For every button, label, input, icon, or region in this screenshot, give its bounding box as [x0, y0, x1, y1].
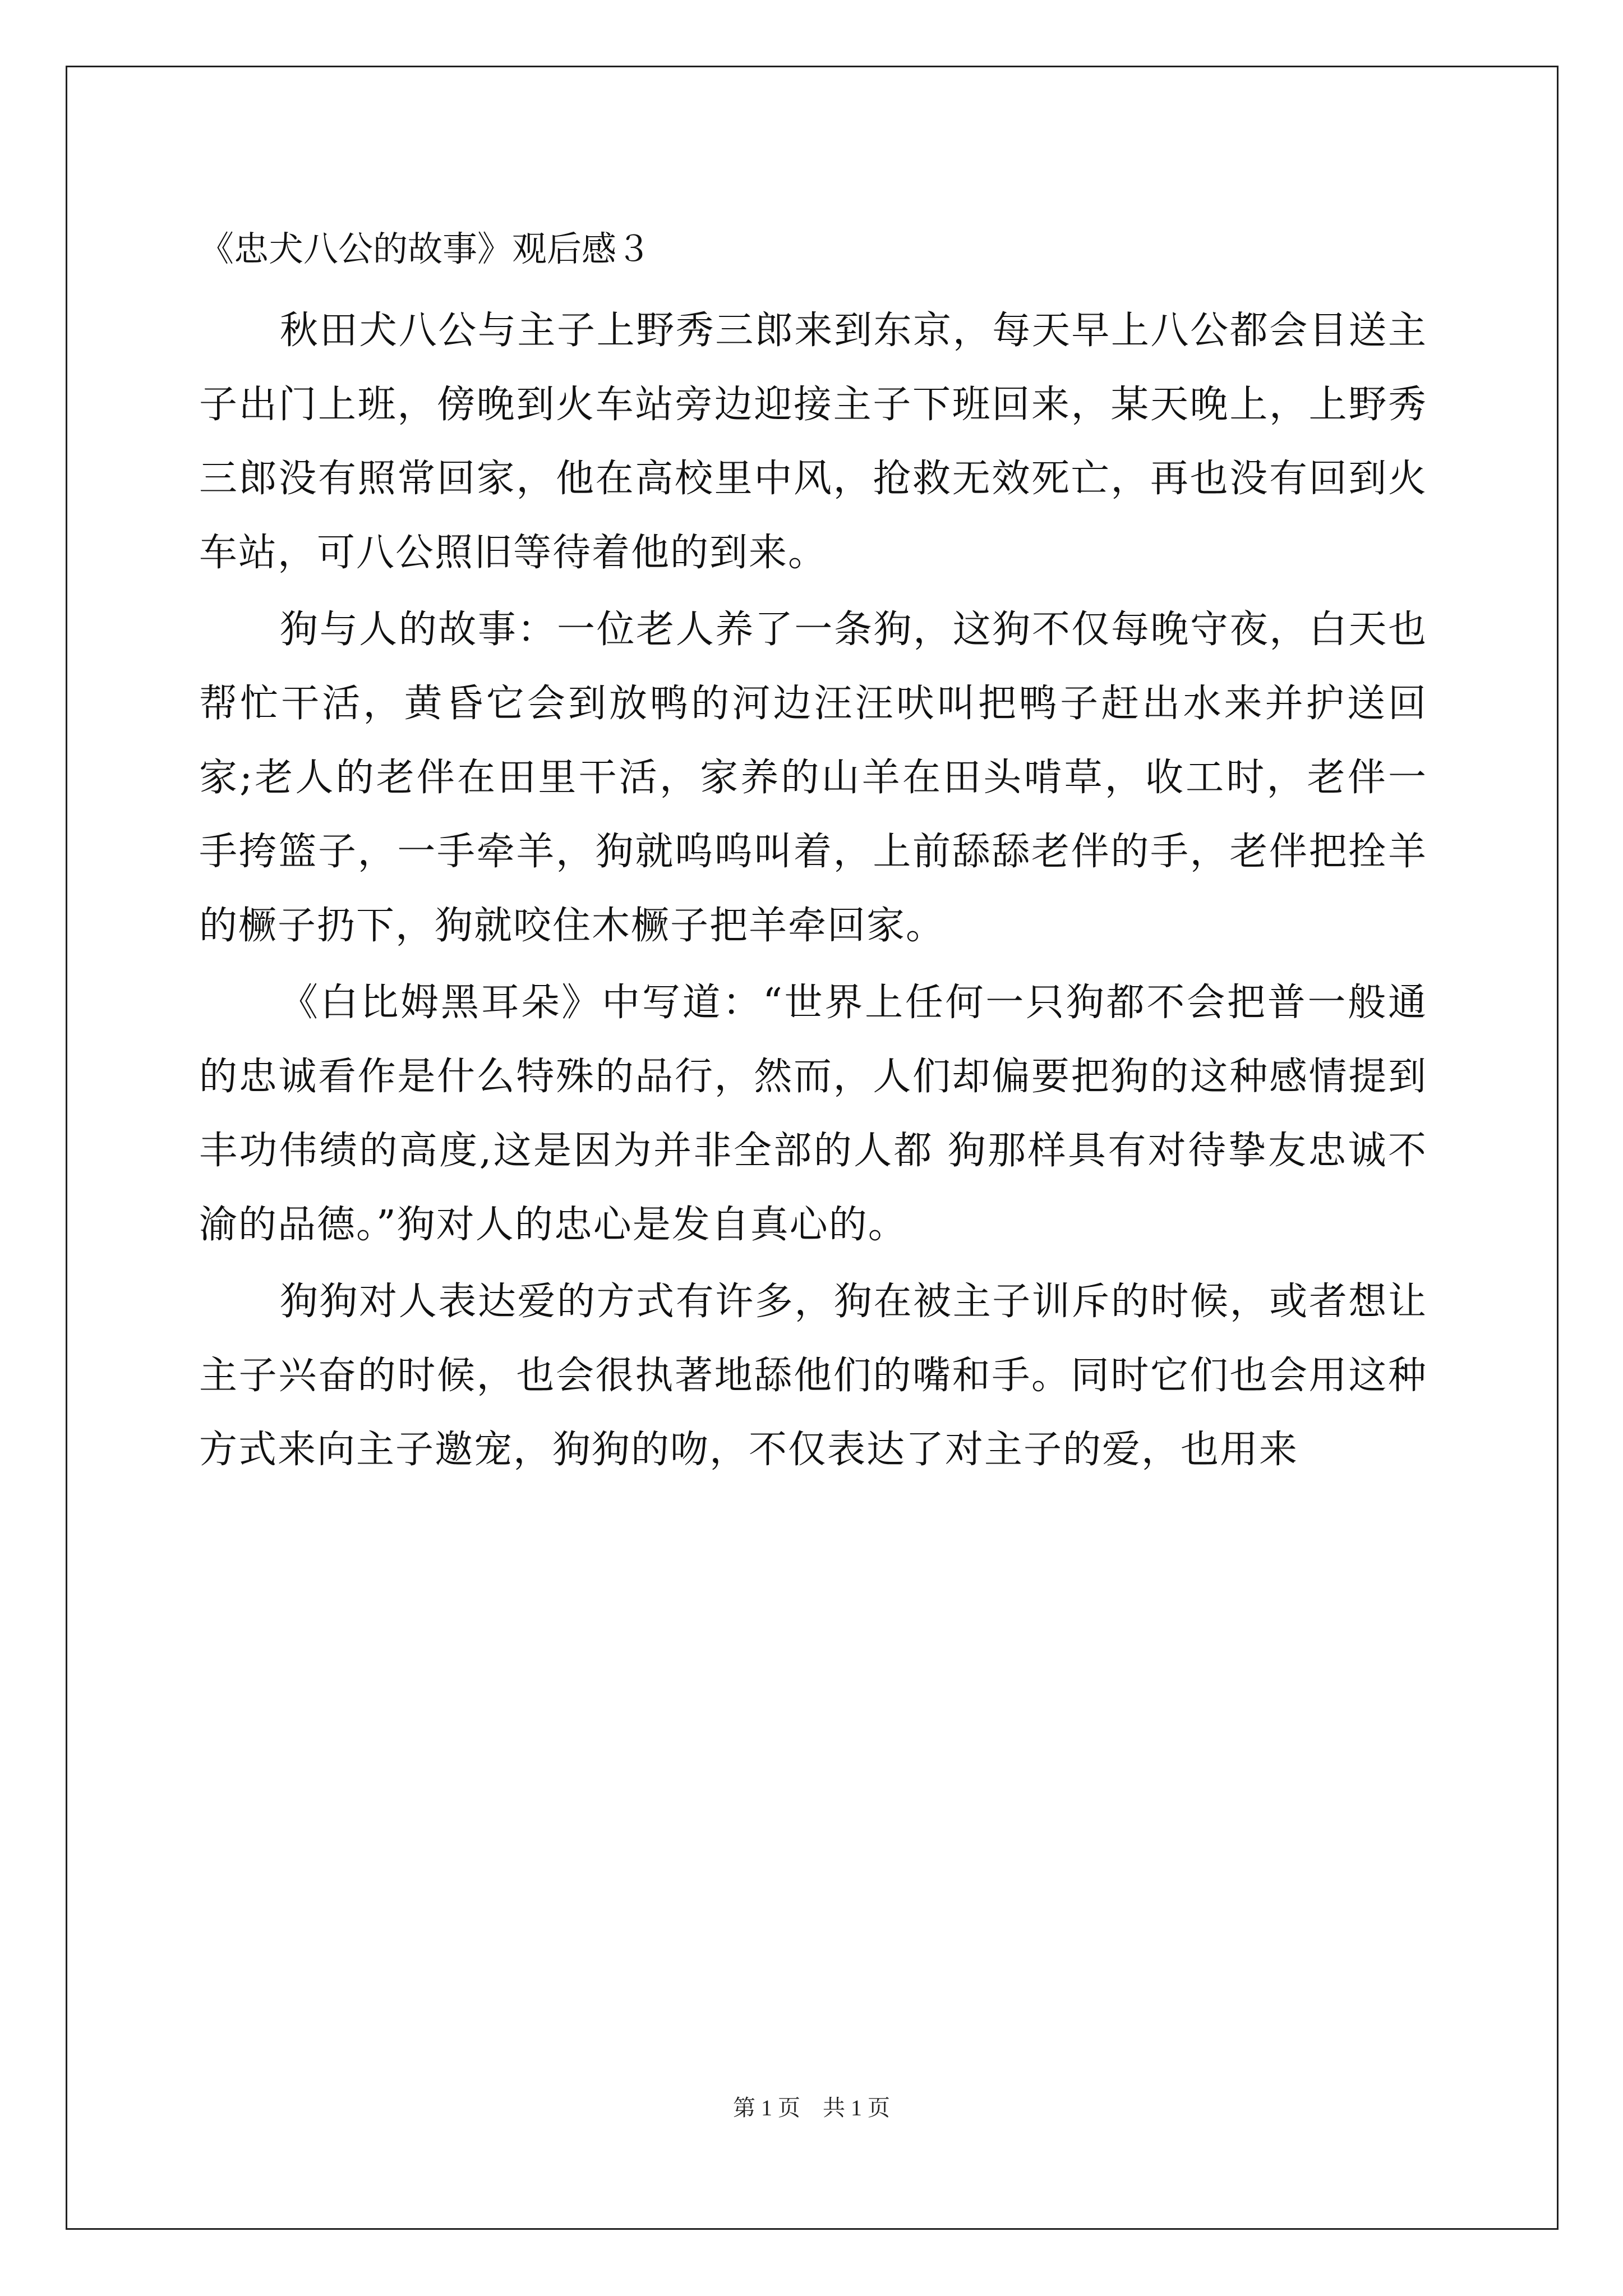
paragraph-2: 狗与人的故事：一位老人养了一条狗，这狗不仅每晚守夜，白天也帮忙干活，黄昏它会到放鸭的河边汪汪吠叫把鸭子赶出水来并护送回家;老人的老伴在田里干活，家养的山羊在田头啃草，收工时，老伴一手挎篮子，一手牵羊，狗就呜呜叫着，上前舔舔老伴的手，老伴把拴羊的橛子扔下，狗就咬住木橛子把羊牵回家。 [199, 608, 1427, 948]
paragraph-4: 狗狗对人表达爱的方式有许多，狗在被主子训斥的时候，或者想让主子兴奋的时候，也会很执著地舔他们的嘴和手。同时它们也会用这种方式来向主子邀宠，狗狗的吻，不仅表达了对主子的爱，也用来 [199, 1280, 1427, 1472]
paragraph-1: 秋田犬八公与主子上野秀三郎来到东京，每天早上八公都会目送主子出门上班，傍晚到火车站旁边迎接主子下班回来，某天晚上，上野秀三郎没有照常回家，他在高校里中风，抢救无效死亡，再也没有回到火车站，可八公照旧等待着他的到来。 [199, 309, 1427, 575]
paragraph-3: 《白比姆黑耳朵》中写道：“世界上任何一只狗都不会把普一般通的忠诚看作是什么特殊的品行，然而，人们却偏要把狗的这种感情提到丰功伟绩的高度,这是因为并非全部的人都 狗那样具有对待挚友忠诚不渝的品德。”狗对人的忠心是发自真心的。 [199, 981, 1427, 1247]
document-title: 《忠犬八公的故事》观后感３ [199, 228, 652, 269]
document-body [199, 219, 1427, 1490]
page-number-footer: 第 1 页 共 1 页 [733, 2095, 890, 2120]
